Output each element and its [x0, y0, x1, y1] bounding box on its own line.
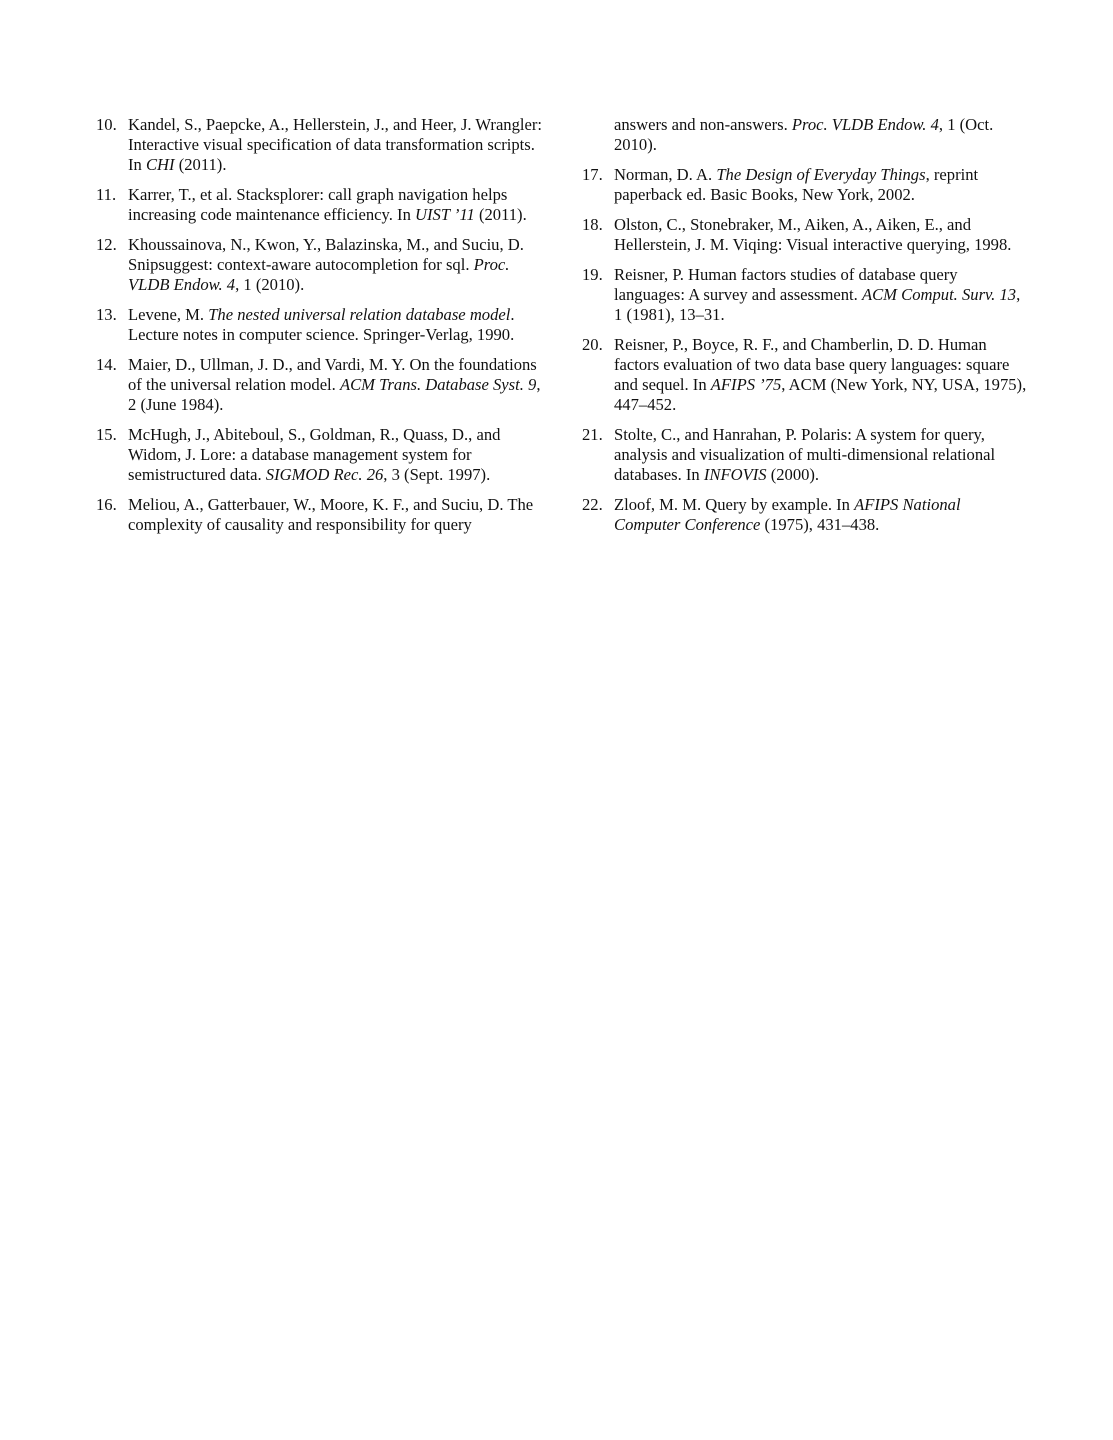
reference-venue-italic: Proc. VLDB Endow. 4 [128, 255, 510, 294]
reference-number: 21. [582, 425, 603, 444]
reference-number: 16. [96, 495, 117, 514]
references-column-right [582, 115, 1028, 545]
reference-text [128, 355, 542, 415]
reference-text-segment: (2011). [174, 155, 227, 174]
reference-text-segment: Norman, D. A. [614, 165, 717, 184]
reference-text-segment: (2000). [766, 465, 820, 484]
reference-number: 11. [96, 185, 117, 204]
reference-number: 20. [582, 335, 603, 354]
reference-item [96, 235, 542, 295]
reference-item [96, 355, 542, 415]
reference-text-segment: Kandel, S., Paepcke, A., Hellerstein, J., and Heer, J. Wrangler: Interactive visual specification of data transformation scripts. In [128, 115, 543, 174]
reference-text [614, 425, 1028, 485]
reference-text-segment: McHugh, J., Abiteboul, S., Goldman, R., Quass, D., and Widom, J. Lore: a database management system for semistructured data. [128, 425, 501, 484]
reference-text [128, 495, 542, 535]
reference-number: 12. [96, 235, 117, 254]
reference-text [128, 115, 542, 175]
reference-text-segment: Levene, M. [128, 305, 209, 324]
reference-item [582, 335, 1028, 415]
reference-item [96, 115, 542, 175]
reference-text [614, 115, 1028, 155]
reference-item [582, 165, 1028, 205]
references-column-left [96, 115, 542, 545]
reference-text-segment: Olston, C., Stonebraker, M., Aiken, A., Aiken, E., and Hellerstein, J. M. Viqing: Visual interactive querying, 1998. [614, 215, 1012, 254]
reference-text-segment: answers and non-answers. [614, 115, 792, 134]
reference-number: 22. [582, 495, 603, 514]
reference-text-segment: Reisner, P., Boyce, R. F., and Chamberlin, D. D. Human factors evaluation of two data base query languages: square and sequel. In [614, 335, 1010, 394]
reference-text-segment: Zloof, M. M. Query by example. In [614, 495, 855, 514]
reference-venue-italic: INFOVIS [703, 465, 767, 484]
reference-item [96, 495, 542, 535]
reference-text-segment: Khoussainova, N., Kwon, Y., Balazinska, M., and Suciu, D. Snipsuggest: context-aware autocompletion for sql. [128, 235, 524, 274]
reference-item [96, 425, 542, 485]
reference-text [614, 335, 1028, 415]
reference-text-segment: Stolte, C., and Hanrahan, P. Polaris: A system for query, analysis and visualization of multi-dimensional relational databases. In [614, 425, 996, 484]
reference-venue-italic: Proc. VLDB Endow. 4 [791, 115, 939, 134]
reference-text-segment: , 1 (1981), 13–31. [614, 285, 1021, 324]
reference-number: 13. [96, 305, 117, 324]
reference-text-segment: Karrer, T., et al. Stacksplorer: call graph navigation helps increasing code maintenance efficiency. In [128, 185, 508, 224]
reference-item [96, 305, 542, 345]
reference-text [128, 305, 542, 345]
reference-venue-italic: SIGMOD Rec. 26 [265, 465, 384, 484]
reference-venue-italic: AFIPS National Computer Conference [614, 495, 961, 534]
reference-text-segment: Meliou, A., Gatterbauer, W., Moore, K. F., and Suciu, D. The complexity of causality and responsibility for query [128, 495, 534, 534]
reference-text-segment: , 1 (2010). [235, 275, 305, 294]
reference-text [128, 235, 542, 295]
reference-continuation [582, 115, 1028, 155]
reference-text-segment: Maier, D., Ullman, J. D., and Vardi, M. Y. On the foundations of the universal relation model. [128, 355, 537, 394]
reference-number: 18. [582, 215, 603, 234]
reference-text [128, 425, 542, 485]
reference-item [96, 185, 542, 225]
reference-item [582, 215, 1028, 255]
reference-text-segment: (2011). [474, 205, 527, 224]
reference-venue-italic: AFIPS ’75 [710, 375, 782, 394]
reference-venue-italic: ACM Comput. Surv. 13 [861, 285, 1017, 304]
reference-venue-italic: The Design of Everyday Things [716, 165, 926, 184]
reference-venue-italic: ACM Trans. Database Syst. 9 [339, 375, 537, 394]
reference-number: 17. [582, 165, 603, 184]
reference-item [582, 495, 1028, 535]
reference-text-segment: , 2 (June 1984). [128, 375, 541, 414]
reference-text [614, 165, 1028, 205]
reference-text-segment: (1975), 431–438. [760, 515, 880, 534]
reference-text [128, 185, 542, 225]
reference-text-segment: , 1 (Oct. 2010). [614, 115, 994, 154]
reference-number: 10. [96, 115, 117, 134]
reference-number: 15. [96, 425, 117, 444]
reference-text-segment: , ACM (New York, NY, USA, 1975), 447–452. [614, 375, 1027, 414]
reference-item [582, 265, 1028, 325]
reference-venue-italic: The nested universal relation database model [208, 305, 511, 324]
reference-venue-italic: UIST ’11 [415, 205, 475, 224]
reference-text-segment: , 3 (Sept. 1997). [383, 465, 491, 484]
reference-text [614, 495, 1028, 535]
reference-text [614, 215, 1028, 255]
reference-number: 19. [582, 265, 603, 284]
reference-text-segment: , reprint paperback ed. Basic Books, New York, 2002. [614, 165, 979, 204]
reference-text [614, 265, 1028, 325]
reference-text-segment: Reisner, P. Human factors studies of database query languages: A survey and assessment. [614, 265, 958, 304]
reference-number: 14. [96, 355, 117, 374]
reference-item [582, 425, 1028, 485]
reference-venue-italic: CHI [145, 155, 175, 174]
reference-text-segment: . Lecture notes in computer science. Springer-Verlag, 1990. [128, 305, 515, 344]
